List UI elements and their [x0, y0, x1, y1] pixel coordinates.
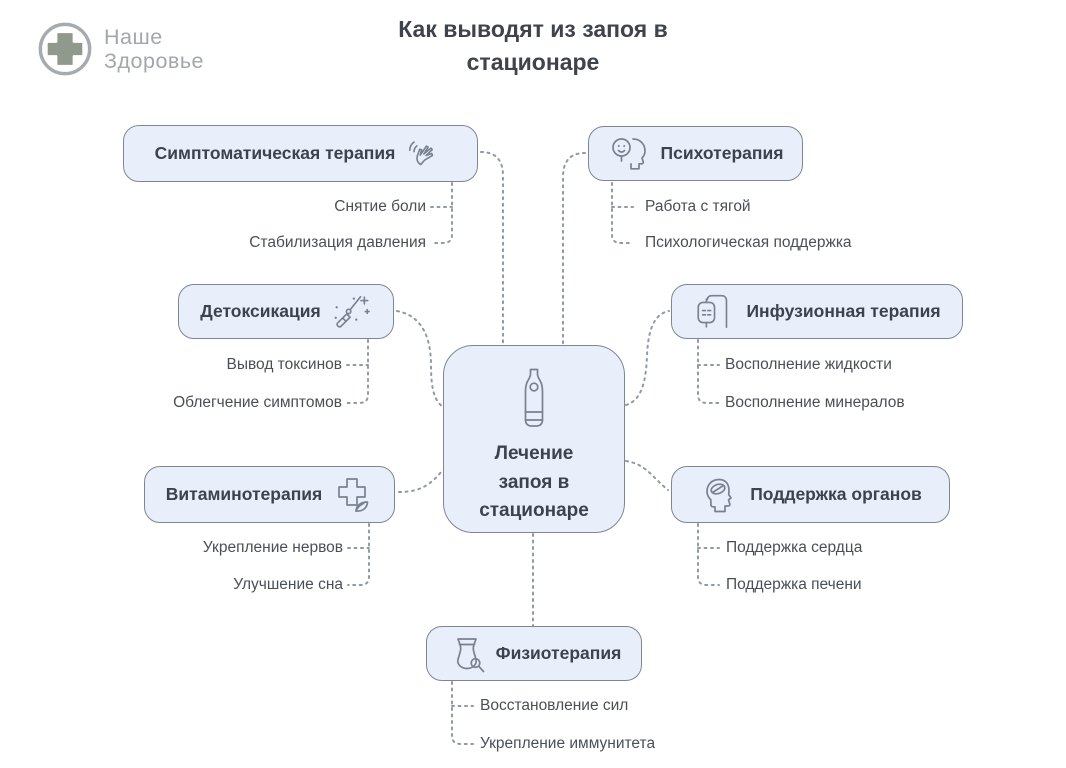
- leaf-pressure-stabilization: Стабилизация давления: [249, 234, 426, 251]
- central-node: [443, 345, 625, 533]
- leaf-pain-relief: Снятие боли: [334, 198, 426, 215]
- stem-psychotherapy: [612, 183, 633, 243]
- node-psychotherapy: [588, 126, 803, 181]
- broom-sparkle-icon: [330, 291, 372, 333]
- stem-physio: [452, 682, 473, 744]
- node-psychotherapy-label: Психотерапия: [660, 143, 784, 163]
- leaf-toxin-removal: Вывод токсинов: [226, 356, 342, 373]
- node-physiotherapy: [426, 626, 642, 681]
- leaf-psych-support: Психологическая поддержка: [645, 234, 852, 251]
- connector-psychotherapy-center: [563, 153, 585, 345]
- brand-name-line1: Наше: [104, 24, 163, 49]
- connector-vitamin-center: [399, 471, 442, 492]
- connector-organs-center: [626, 461, 668, 490]
- stem-detox: [347, 340, 368, 403]
- page-title: Как выводят из запоя в стационаре: [398, 16, 668, 76]
- leaf-liver-support: Поддержка печени: [726, 576, 862, 593]
- stem-organs: [698, 524, 719, 585]
- massage-body-icon: [447, 634, 487, 674]
- connector-symptomatic-center: [481, 152, 503, 345]
- connector-detox-center: [397, 311, 443, 407]
- cross-leaf-icon: [331, 474, 373, 516]
- leaf-sleep-improve: Улучшение сна: [233, 576, 343, 593]
- leaf-immunity-strengthen: Укрепление иммунитета: [480, 735, 656, 752]
- leaf-craving-work: Работа с тягой: [645, 198, 751, 215]
- node-infusion-therapy: [671, 284, 963, 339]
- node-symptomatic-label: Симптоматическая терапия: [154, 143, 396, 163]
- stem-infusion: [698, 340, 719, 403]
- node-symptomatic-therapy: [123, 125, 478, 182]
- stem-symptomatic: [431, 183, 452, 243]
- head-organ-icon: [699, 475, 741, 515]
- leaf-strength-recovery: Восстановление сил: [480, 697, 629, 714]
- bottle-icon: [515, 366, 553, 430]
- node-detox-label: Детоксикация: [200, 301, 321, 321]
- node-detox: [178, 284, 394, 339]
- leaf-symptom-relief: Облегчение симптомов: [173, 394, 342, 411]
- node-physio-label: Физиотерапия: [495, 643, 622, 663]
- leaf-fluid-replenish: Восполнение жидкости: [725, 356, 892, 373]
- central-node-label: Лечение запоя в стационаре: [479, 443, 589, 522]
- leaf-mineral-replenish: Восполнение минералов: [725, 394, 905, 411]
- node-organs-label: Поддержка органов: [750, 484, 922, 504]
- leaf-heart-support: Поддержка сердца: [726, 539, 863, 556]
- stem-vitamin: [348, 524, 369, 585]
- node-infusion-label: Инфузионная терапия: [746, 301, 941, 321]
- node-vitamin-label: Витаминотерапия: [165, 484, 323, 504]
- brand-name-line2: Здоровье: [104, 49, 204, 73]
- head-smiley-icon: [608, 134, 652, 174]
- connector-infusion-center: [626, 311, 669, 405]
- node-organ-support: [671, 466, 950, 523]
- node-vitamin-therapy: [144, 466, 395, 523]
- leaf-nerve-strengthen: Укрепление нервов: [202, 539, 343, 556]
- tremor-hand-icon: [404, 134, 446, 174]
- iv-drip-icon: [693, 292, 737, 332]
